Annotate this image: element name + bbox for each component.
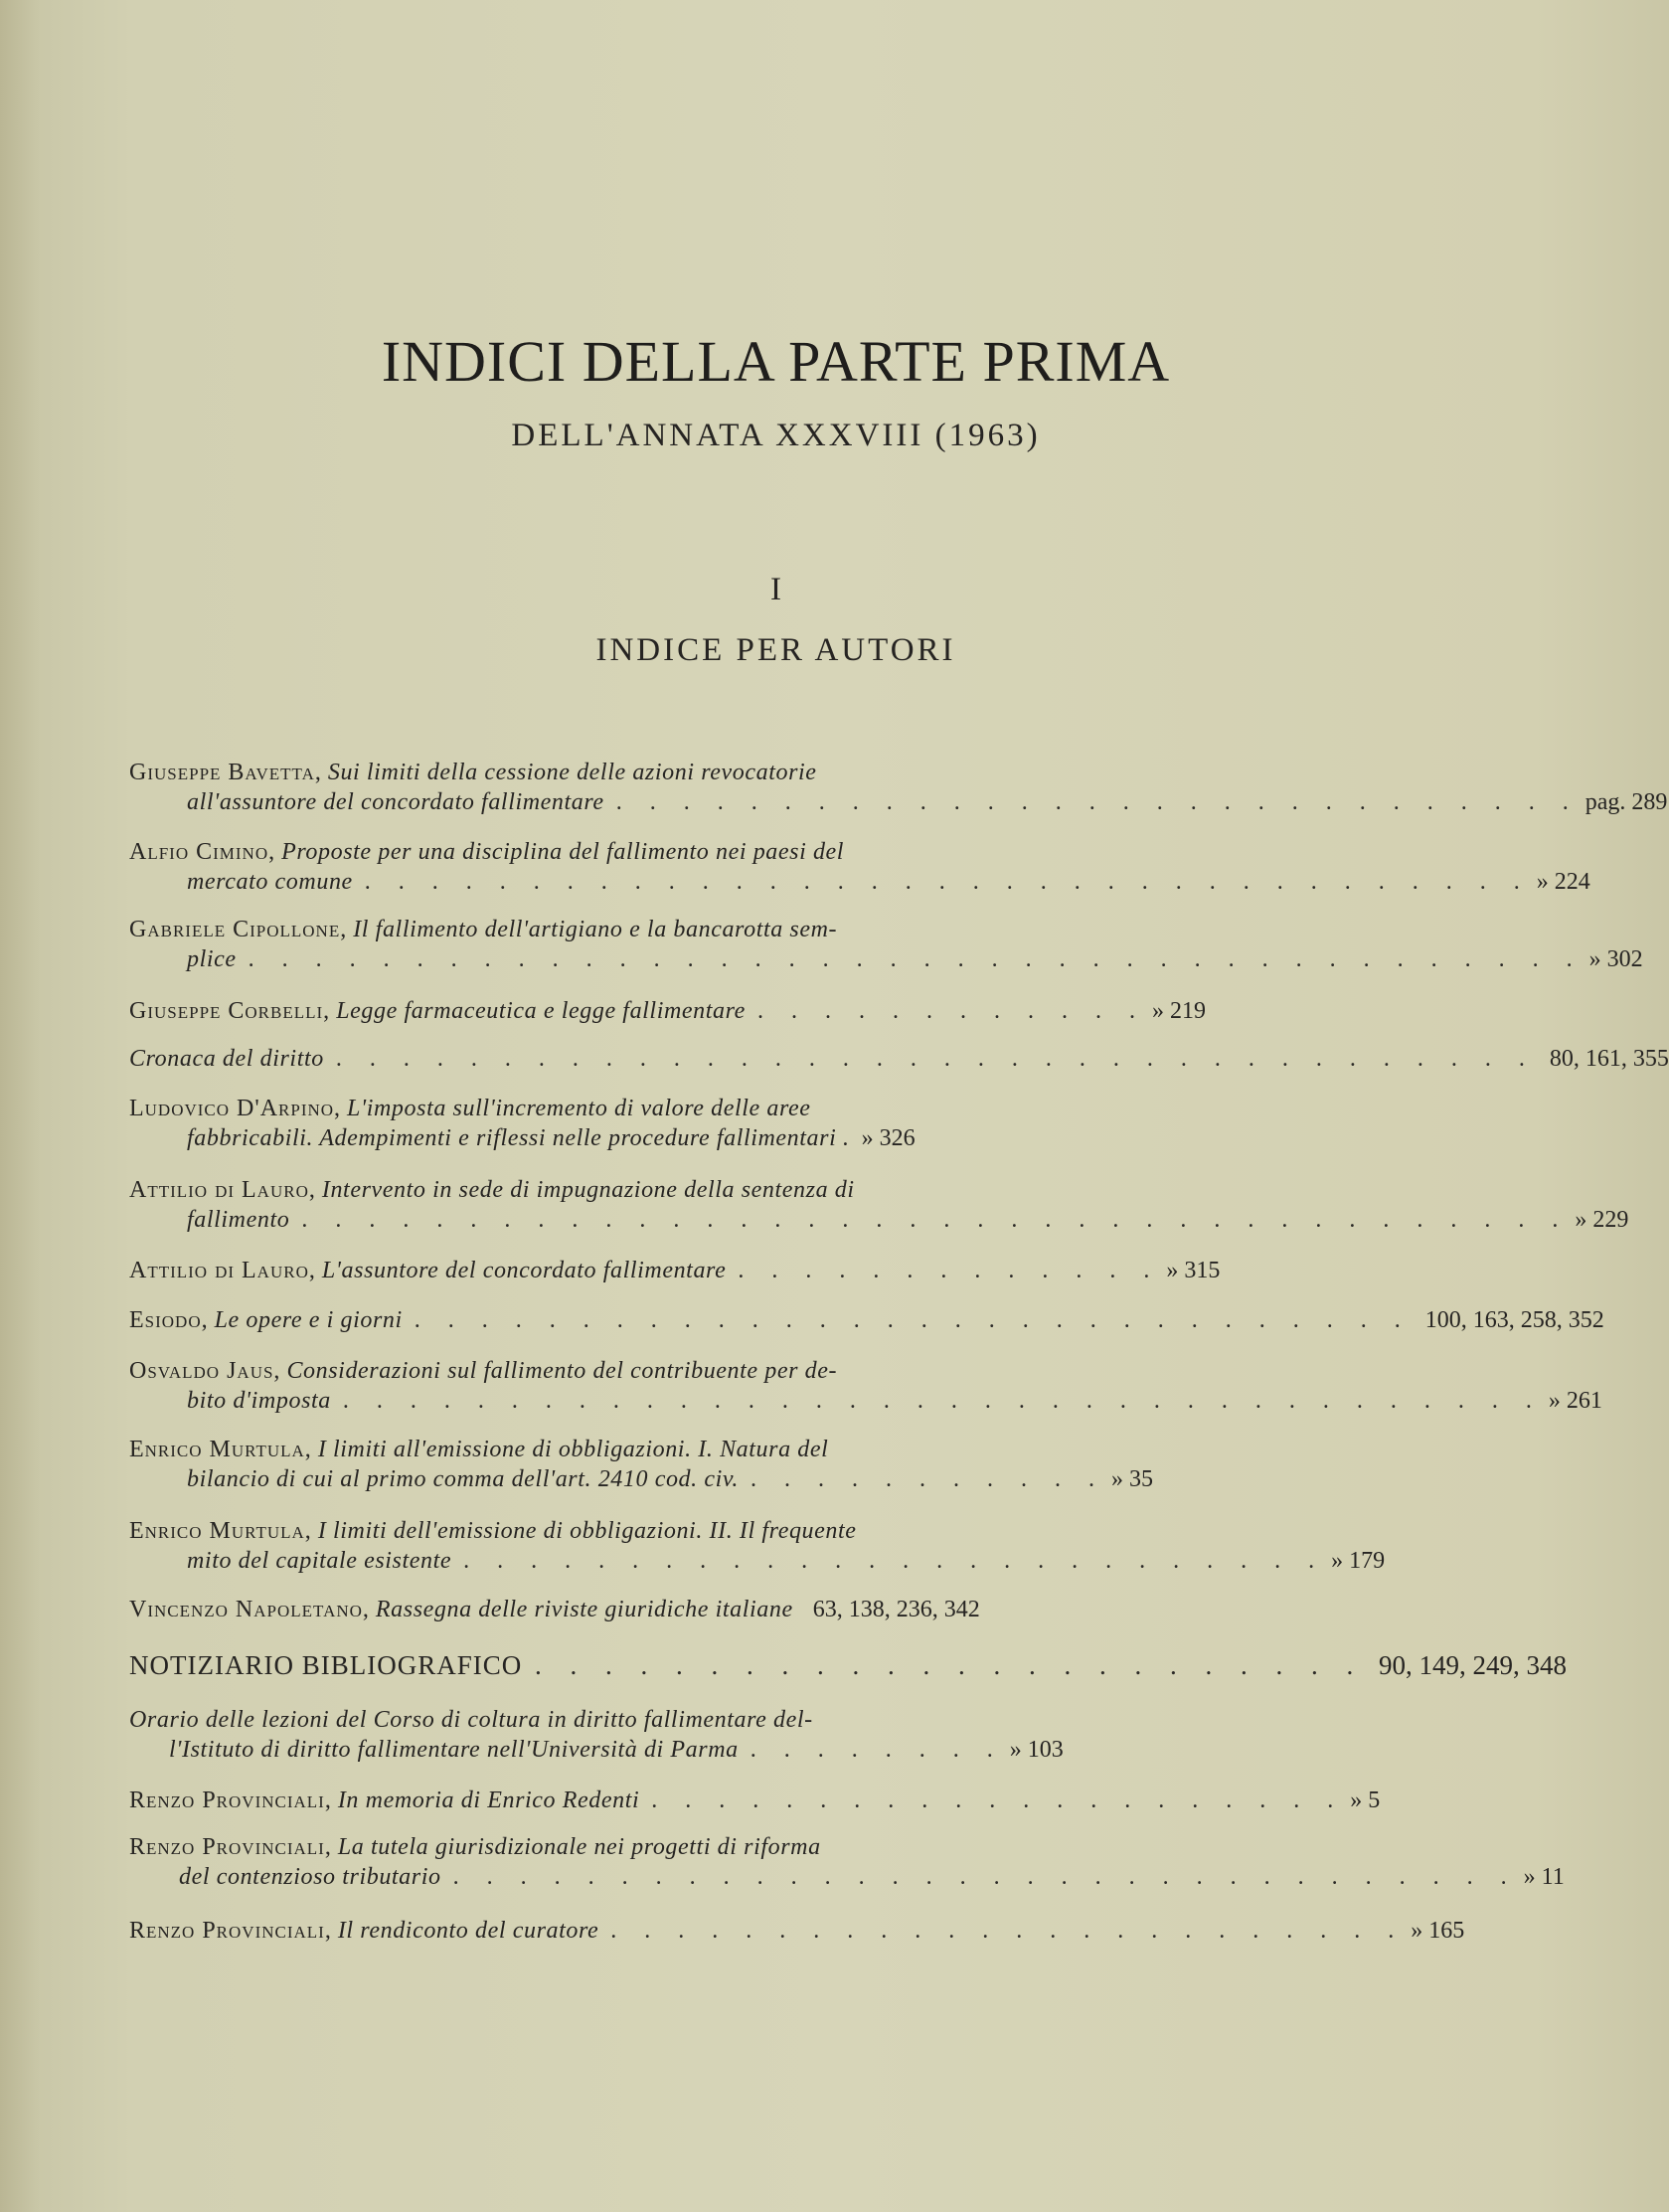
entry-author: Attilio di Lauro, xyxy=(129,1177,316,1203)
entry-page: 11 xyxy=(1541,1864,1565,1890)
entry-ref: » xyxy=(1151,998,1164,1024)
entry-author: Renzo Provinciali, xyxy=(129,1834,332,1860)
entry-page: 326 xyxy=(879,1125,916,1151)
entry-author: Giuseppe Corbelli, xyxy=(129,998,331,1024)
index-entry xyxy=(129,1356,1602,1416)
entry-author: Ludovico D'Arpino, xyxy=(129,1096,342,1121)
entry-title-line2: bito d'imposta xyxy=(187,1388,331,1414)
entry-title-line1: La tutela giurisdizionale nei progetti di riforma xyxy=(337,1834,821,1860)
index-entry xyxy=(129,837,1590,897)
entry-title-line1: Legge farmaceutica e legge fallimentare xyxy=(336,998,746,1024)
entry-author: Attilio di Lauro, xyxy=(129,1258,316,1283)
entry-author: Enrico Murtula, xyxy=(129,1437,312,1462)
entry-author: Enrico Murtula, xyxy=(129,1518,312,1544)
entry-page: 261 xyxy=(1566,1388,1602,1414)
entry-ref: » xyxy=(1536,869,1549,895)
entry-ref: » xyxy=(1350,1787,1363,1813)
index-entry xyxy=(129,1832,1565,1892)
entry-ref: » xyxy=(1009,1737,1022,1763)
entry-pages: 63, 138, 236, 342 xyxy=(812,1597,980,1622)
entry-author: Renzo Provinciali, xyxy=(129,1918,332,1944)
leader-dots: . . . . . . . . . . . . . . . . . . . . . . . . xyxy=(610,1918,1406,1944)
entry-title-line1: Il rendiconto del curatore xyxy=(337,1918,599,1944)
entry-ref: » xyxy=(861,1125,874,1151)
index-entry xyxy=(129,915,1643,974)
entry-title-line2: l'Istituto di diritto fallimentare nell'Università di Parma xyxy=(169,1737,739,1763)
entry-title-line1: Proposte per una disciplina del fallimento nei paesi del xyxy=(281,839,845,865)
leader-dots: . . . . . . . . xyxy=(750,1737,1004,1763)
entry-page: 302 xyxy=(1606,946,1643,972)
entry-title-line1: Sui limiti della cessione delle azioni revocatorie xyxy=(327,760,817,785)
entry-title-line2: fabbricabili. Adempimenti e riflessi nelle procedure fallimentari . xyxy=(187,1125,850,1151)
entry-title-line1: Considerazioni sul fallimento del contribuente per de- xyxy=(286,1358,838,1384)
index-entry xyxy=(129,1175,1629,1235)
index-entry xyxy=(129,1516,1386,1576)
entry-page: 103 xyxy=(1027,1737,1064,1763)
entry-title-line2: fallimento xyxy=(187,1207,290,1233)
entry-page: 289 xyxy=(1631,789,1668,815)
entry-title-line1: Il fallimento dell'artigiano e la bancarotta sem- xyxy=(353,917,838,942)
entry-ref: » xyxy=(1110,1466,1123,1492)
entry-title-line2: mito del capitale esistente xyxy=(187,1548,452,1574)
index-entry xyxy=(129,1044,1669,1074)
index-entry xyxy=(129,1916,1465,1946)
entry-author: Vincenzo Napoletano, xyxy=(129,1597,370,1622)
entry-title-line1: Le opere e i giorni xyxy=(214,1307,403,1333)
entry-pages: 90, 149, 249, 348 xyxy=(1378,1650,1567,1680)
entry-title-line1: I limiti dell'emissione di obbligazioni. II. Il frequente xyxy=(317,1518,857,1544)
entry-author: Osvaldo Jaus, xyxy=(129,1358,281,1384)
entry-page: 315 xyxy=(1184,1258,1221,1283)
leader-dots: . . . . . . . . . . . . . . . . . . . . . . . . . . xyxy=(463,1548,1326,1574)
entry-page: 224 xyxy=(1554,869,1590,895)
entry-title-line1: L'assuntore del concordato fallimentare xyxy=(321,1258,727,1283)
index-entry xyxy=(129,758,1668,817)
leader-dots: . . . . . . . . . . . . . . . . . . . . . . . . . . . . . . . . . . . . . . xyxy=(301,1207,1570,1233)
section-number: I xyxy=(770,572,781,607)
leader-dots: . . . . . . . . . . . . . . . . . . . . . xyxy=(651,1787,1345,1813)
entry-title-line1: I limiti all'emissione di obbligazioni. I. Natura del xyxy=(317,1437,829,1462)
entry-title-line1: Orario delle lezioni del Corso di coltura in diritto fallimentare del- xyxy=(129,1707,813,1733)
entry-page: 165 xyxy=(1428,1918,1465,1944)
leader-dots: . . . . . . . . . . . . . . . . . . . . . . . . xyxy=(534,1650,1365,1680)
entry-title-line1: Rassegna delle riviste giuridiche italiane xyxy=(375,1597,793,1622)
index-entry xyxy=(129,1705,1223,1765)
entry-title-line2: mercato comune xyxy=(187,869,353,895)
entry-page: 219 xyxy=(1169,998,1206,1024)
entry-title-line1: L'imposta sull'incremento di valore delle aree xyxy=(347,1096,811,1121)
entry-ref: » xyxy=(1523,1864,1536,1890)
leader-dots: . . . . . . . . . . . . . . . . . . . . . . . . . . . . . . . . . . . . xyxy=(342,1388,1543,1414)
entry-ref: » xyxy=(1411,1918,1423,1944)
index-entry xyxy=(129,1786,1381,1815)
entry-ref: » xyxy=(1575,1207,1587,1233)
index-entry xyxy=(129,1650,1567,1680)
leader-dots: . . . . . . . . . . . . xyxy=(756,998,1146,1024)
leader-dots: . . . . . . . . . . . . . xyxy=(738,1258,1161,1283)
entry-title-line2: all'assuntore del concordato fallimentare xyxy=(187,789,604,815)
entry-title-line2: del contenzioso tributario xyxy=(179,1864,441,1890)
entry-author: Gabriele Cipollone, xyxy=(129,917,348,942)
leader-dots: . . . . . . . . . . . xyxy=(750,1466,1105,1492)
index-entry xyxy=(129,1305,1604,1335)
index-entry xyxy=(129,996,1223,1026)
page-title: INDICI DELLA PARTE PRIMA xyxy=(381,329,1171,394)
leader-dots xyxy=(799,1597,805,1622)
entry-title-line1: Cronaca del diritto xyxy=(129,1046,324,1072)
entry-ref: » xyxy=(1331,1548,1344,1574)
leader-dots: . . . . . . . . . . . . . . . . . . . . . . . . . . . . . . . . . . . xyxy=(364,869,1531,895)
entry-author: Renzo Provinciali, xyxy=(129,1787,332,1813)
entry-title-line2: plice xyxy=(187,946,237,972)
page-subtitle: DELL'ANNATA XXXVIII (1963) xyxy=(511,418,1041,453)
entry-ref: » xyxy=(1166,1258,1179,1283)
entry-title-line1: NOTIZIARIO BIBLIOGRAFICO xyxy=(129,1650,523,1680)
entry-title-line1: Intervento in sede di impugnazione della sentenza di xyxy=(321,1177,855,1203)
index-entry xyxy=(129,1435,1223,1494)
index-entry xyxy=(129,1094,1223,1153)
entry-page: 5 xyxy=(1368,1787,1381,1813)
index-entry xyxy=(129,1595,1223,1624)
entry-title-line1: In memoria di Enrico Redenti xyxy=(337,1787,640,1813)
entry-page: 229 xyxy=(1592,1207,1629,1233)
entry-author: Esiodo, xyxy=(129,1307,209,1333)
entry-ref: pag. xyxy=(1585,789,1626,815)
entry-title-line2: bilancio di cui al primo comma dell'art. 2410 cod. civ. xyxy=(187,1466,739,1492)
index-entry xyxy=(129,1256,1223,1285)
section-title: INDICE PER AUTORI xyxy=(595,632,956,668)
entry-pages: 80, 161, 355 xyxy=(1549,1046,1669,1072)
entry-page: 179 xyxy=(1349,1548,1386,1574)
leader-dots: . . . . . . . . . . . . . . . . . . . . . . . . . . . . . . . . . . . . . . . . xyxy=(248,946,1584,972)
entry-page: 35 xyxy=(1128,1466,1153,1492)
entry-author: Giuseppe Bavetta, xyxy=(129,760,322,785)
leader-dots: . . . . . . . . . . . . . . . . . . . . . . . . . . . . . . . . . . . . xyxy=(335,1046,1536,1072)
entry-ref: » xyxy=(1548,1388,1561,1414)
entry-author: Alfio Cimino, xyxy=(129,839,276,865)
leader-dots: . . . . . . . . . . . . . . . . . . . . . . . . . . . . . . xyxy=(414,1307,1412,1333)
entry-ref: » xyxy=(1588,946,1601,972)
leader-dots: . . . . . . . . . . . . . . . . . . . . . . . . . . . . . . . . xyxy=(452,1864,1518,1890)
entry-pages: 100, 163, 258, 352 xyxy=(1424,1307,1604,1333)
leader-dots: . . . . . . . . . . . . . . . . . . . . . . . . . . . . . xyxy=(615,789,1580,815)
